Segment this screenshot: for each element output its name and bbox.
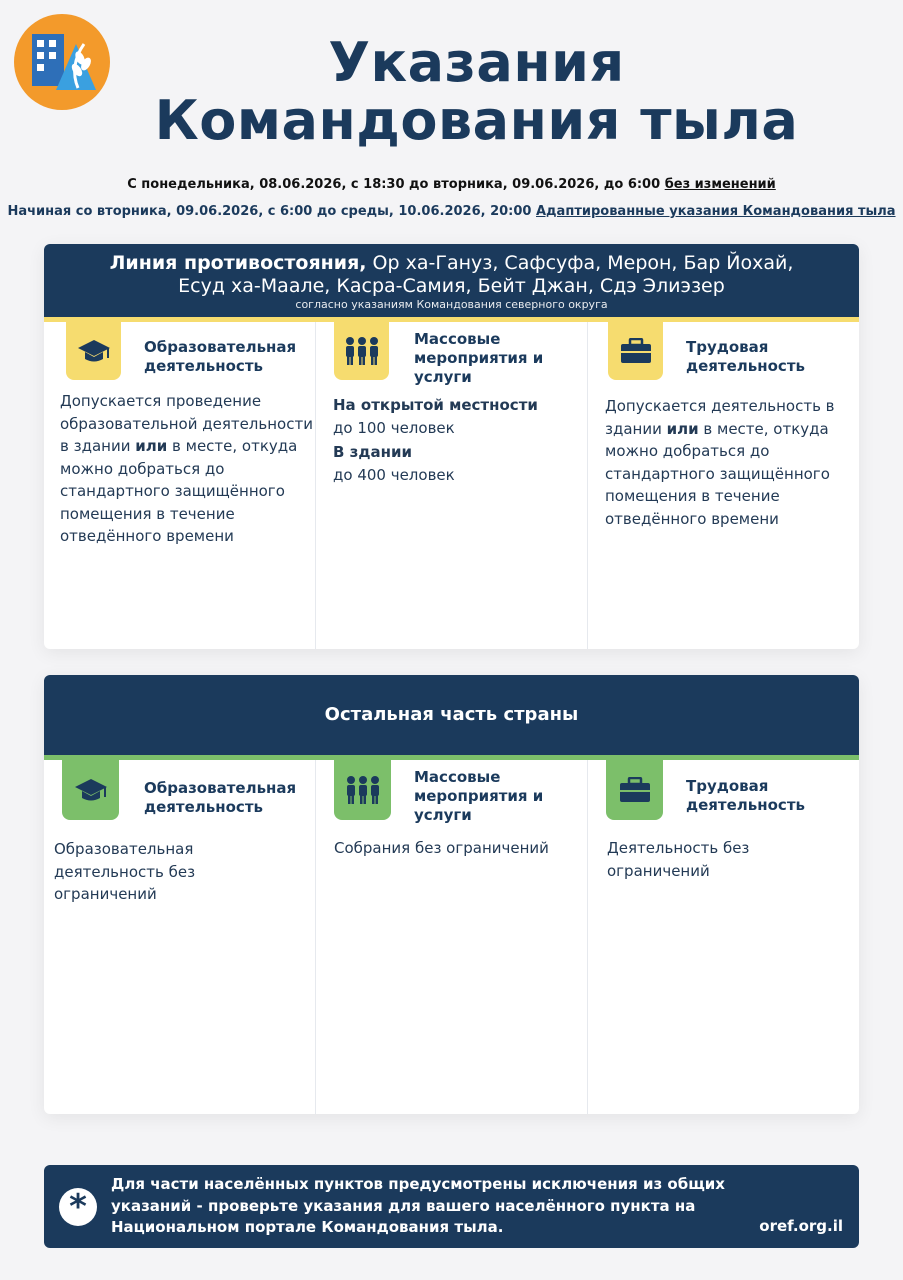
education-body: Образовательная деятельность без ограничений (54, 840, 196, 903)
exceptions-footer (44, 1165, 859, 1248)
notice-period-1 (0, 177, 903, 192)
gatherings-column (316, 760, 588, 1114)
people-icon (334, 322, 389, 380)
education-body-part1: Допускается проведение образовательной деятельности в здании (60, 392, 313, 455)
briefcase-icon (608, 322, 663, 380)
work-body-or: или (666, 419, 699, 438)
gatherings-indoor-value: до 400 человек (333, 465, 455, 484)
education-body-part2: в месте, откуда можно добраться до стандартного защищённого помещения в течение отведённого времени (60, 437, 298, 545)
confrontation-line-header (44, 244, 859, 322)
confrontation-line-subtitle: согласно указаниям Командования северного округа (295, 298, 608, 311)
confrontation-line-columns (44, 322, 859, 649)
education-column (44, 322, 316, 649)
gatherings-body: Собрания без ограничений (334, 839, 549, 857)
rest-of-country-columns (44, 760, 859, 1114)
notice-period-2-link[interactable]: Адаптированные указания Командования тыла (536, 204, 896, 219)
notice-period-1-link[interactable]: без изменений (664, 177, 776, 192)
gatherings-column (316, 322, 588, 649)
education-column (44, 760, 316, 1114)
education-body-or: или (135, 437, 168, 455)
work-column (588, 760, 859, 1114)
asterisk-icon: * (59, 1188, 97, 1226)
work-body (605, 395, 855, 530)
notice-period-2 (0, 204, 903, 219)
gatherings-outdoor-label: На открытой местности (333, 396, 538, 414)
rest-of-country-title: Остальная часть страны (324, 704, 579, 725)
exceptions-text: Для части населённых пунктов предусмотрены исключения из общих указаний - проверьте указания для вашего населённого пункта на Национальном портале Командования тыла. (111, 1175, 725, 1236)
page-title (90, 31, 863, 152)
gatherings-outdoor-value: до 100 человек (333, 418, 455, 437)
work-body: Деятельность без ограничений (607, 839, 750, 880)
rest-of-country-header (44, 675, 859, 760)
confrontation-line-title (44, 252, 859, 275)
work-column (588, 322, 859, 649)
graduation-cap-icon (66, 322, 121, 380)
notice-period-2-text: Начиная со вторника, 09.06.2026, с 6:00 до среды, 10.06.2026, 20:00 (7, 204, 536, 219)
education-title: Образовательная деятельность (144, 779, 297, 816)
education-body (60, 390, 315, 548)
education-title: Образовательная деятельность (144, 338, 297, 375)
work-body-part1: Допускается деятельность в здании (605, 397, 835, 438)
page-title-line2: Командования тыла (154, 89, 799, 152)
work-title: Трудовая деятельность (686, 777, 805, 814)
oref-site-link[interactable]: oref.org.il (759, 1217, 843, 1235)
gatherings-title: Массовые мероприятия и услуги (414, 330, 544, 386)
gatherings-body (333, 394, 583, 486)
confrontation-line-title-bold: Линия противостояния, (109, 252, 367, 274)
briefcase-icon (606, 760, 663, 820)
people-icon (334, 760, 391, 820)
confrontation-line-card (44, 244, 859, 649)
work-title: Трудовая деятельность (686, 338, 805, 375)
graduation-cap-icon (62, 760, 119, 820)
confrontation-line-title-line2: Есуд ха-Маале, Касра-Самия, Бейт Джан, Сдэ Элиэзер (178, 275, 725, 297)
gatherings-indoor-label: В здании (333, 443, 412, 461)
gatherings-title: Массовые мероприятия и услуги (414, 768, 544, 824)
page-title-line1: Указания (328, 31, 625, 94)
rest-of-country-card (44, 675, 859, 1114)
confrontation-line-title-rest: Ор ха-Гануз, Сафсуфа, Мерон, Бар Йохай, (366, 252, 794, 274)
work-body-part2: в месте, откуда можно добраться до стандартного защищённого помещения в течение отведённого времени (605, 419, 830, 528)
notice-period-1-text: С понедельника, 08.06.2026, с 18:30 до вторника, 09.06.2026, до 6:00 (127, 177, 665, 192)
